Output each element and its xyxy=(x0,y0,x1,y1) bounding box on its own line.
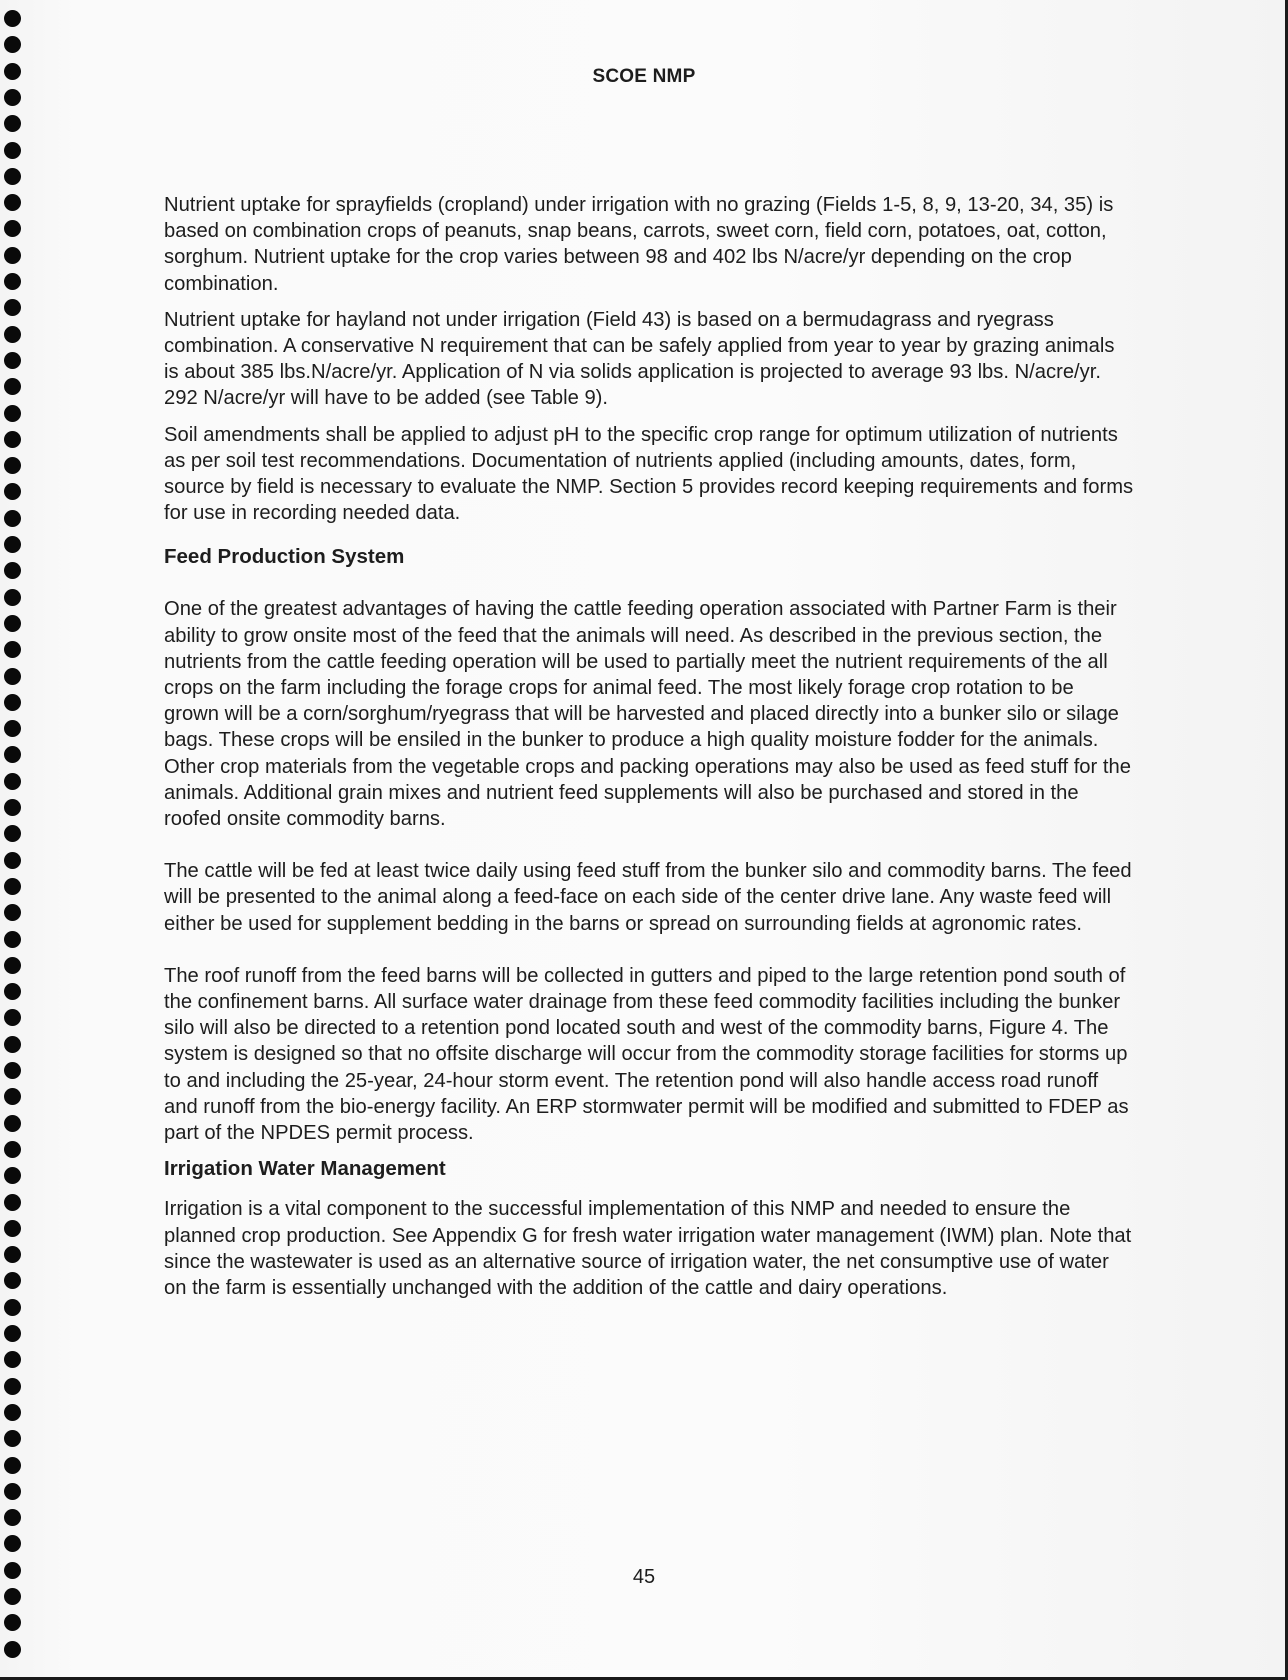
binding-hole xyxy=(4,510,21,527)
binding-hole xyxy=(4,799,21,816)
binding-hole xyxy=(4,1299,21,1316)
binding-hole xyxy=(4,299,21,316)
binding-hole xyxy=(4,378,21,395)
binding-hole xyxy=(4,1325,21,1342)
binding-hole xyxy=(4,115,21,132)
binding-hole xyxy=(4,1246,21,1263)
binding-hole xyxy=(4,220,21,237)
binding-hole xyxy=(4,931,21,948)
binding-hole xyxy=(4,957,21,974)
paragraph-sprayfields: Nutrient uptake for sprayfields (cropland) under irrigation with no grazing (Fields 1-5, 8, 9, 13-20, 34, 35) is based on combination crops of peanuts, snap beans, carrots, sweet corn, field corn, potatoes, oat, cotton, sorghum. Nutrient uptake for the crop varies between 98 and 402 lbs N/acre/yr depending on the crop combination. xyxy=(164,194,1114,295)
paragraph-feed-advantages: One of the greatest advantages of having the cattle feeding operation associated with Partner Farm is their ability to grow onsite most of the feed that the animals will need. As described in the previous section, the nutrients from the cattle feeding operation will be used to partially meet the nutrient requirements of the all crops on the farm including the forage crops for animal feed. The most likely forage crop rotation to be grown will be a corn/sorghum/ryegrass that will be harvested and placed directly into a bunker silo or silage bags. These crops will be ensiled in the bunker to produce a high quality moisture fodder for the animals. Other crop materials from the vegetable crops and packing operations may also be used as feed stuff for the animals. Additional grain mixes and nutrient feed supplements will also be purchased and stored in the roofed onsite commodity barns. xyxy=(164,598,1131,831)
binding-hole xyxy=(4,1272,21,1289)
binding-hole xyxy=(4,536,21,553)
binding-hole xyxy=(4,1483,21,1500)
binding-hole xyxy=(4,1430,21,1447)
binding-hole xyxy=(4,694,21,711)
binding-hole xyxy=(4,562,21,579)
page-header: SCOE NMP xyxy=(592,66,696,87)
binding-hole xyxy=(4,1036,21,1053)
binding-hole xyxy=(4,1088,21,1105)
binding-hole xyxy=(4,1115,21,1132)
binding-hole xyxy=(4,10,21,27)
binding-hole xyxy=(4,1220,21,1237)
binding-hole xyxy=(4,852,21,869)
binding-hole xyxy=(4,36,21,53)
binding-hole xyxy=(4,615,21,632)
binding-hole xyxy=(4,457,21,474)
binding-hole xyxy=(4,1641,21,1658)
heading-feed-production: Feed Production System xyxy=(164,545,405,569)
binding-hole xyxy=(4,878,21,895)
paragraph-soil-amendments: Soil amendments shall be applied to adjust pH to the specific crop range for optimum utilization of nutrients as per soil test recommendations. Documentation of nutrients applied (including amounts, dates, form, source by field is necessary to evaluate the NMP. Section 5 provides record keeping requirements and forms for use in recording needed data. xyxy=(164,423,1134,525)
paragraph-irrigation: Irrigation is a vital component to the successful implementation of this NMP and needed to ensure the planned crop production. See Appendix G for fresh water irrigation water management (IWM) plan. Note that since the wastewater is used as an alternative source of irrigation water, the net consumptive use of water on the farm is essentially unchanged with the addition of the cattle and dairy operations. xyxy=(164,1198,1132,1299)
binding-hole xyxy=(4,904,21,921)
binding-hole xyxy=(4,720,21,737)
binding-hole xyxy=(4,1194,21,1211)
heading-irrigation: Irrigation Water Management xyxy=(164,1157,446,1181)
binding-hole xyxy=(4,247,21,264)
binding-hole xyxy=(4,1509,21,1526)
binding-hole xyxy=(4,405,21,422)
binding-hole xyxy=(4,168,21,185)
paragraph-cattle-feeding: The cattle will be fed at least twice daily using feed stuff from the bunker silo and commodity barns. The feed will be presented to the animal along a feed-face on each side of the center drive lane. Any waste feed will either be used for supplement bedding in the barns or spread on surrounding fields at agronomic rates. xyxy=(164,860,1132,935)
spiral-binding xyxy=(0,0,50,1680)
binding-hole xyxy=(4,1141,21,1158)
binding-hole xyxy=(4,825,21,842)
binding-hole xyxy=(4,983,21,1000)
paragraph-hayland: Nutrient uptake for hayland not under irrigation (Field 43) is based on a bermudagrass and ryegrass combination. A conservative N requirement that can be safely applied from year to year by grazing animals is about 385 lbs.N/acre/yr. Application of N via solids application is projected to average 93 lbs. N/acre/yr. 292 N/acre/yr will have to be added (see Table 9). xyxy=(164,308,1115,410)
page-body xyxy=(164,192,1134,1311)
binding-hole xyxy=(4,668,21,685)
binding-hole xyxy=(4,1457,21,1474)
binding-hole xyxy=(4,142,21,159)
binding-hole xyxy=(4,589,21,606)
binding-hole xyxy=(4,89,21,106)
binding-hole xyxy=(4,1614,21,1631)
binding-hole xyxy=(4,773,21,790)
binding-hole xyxy=(4,1588,21,1605)
binding-hole xyxy=(4,1378,21,1395)
binding-hole xyxy=(4,641,21,658)
binding-hole xyxy=(4,1062,21,1079)
binding-hole xyxy=(4,1009,21,1026)
binding-hole xyxy=(4,431,21,448)
binding-hole xyxy=(4,1404,21,1421)
binding-hole xyxy=(4,1167,21,1184)
binding-hole xyxy=(4,1351,21,1368)
binding-hole xyxy=(4,273,21,290)
page-number: 45 xyxy=(632,1566,656,1588)
binding-hole xyxy=(4,326,21,343)
binding-hole xyxy=(4,194,21,211)
binding-hole xyxy=(4,1535,21,1552)
binding-hole xyxy=(4,746,21,763)
binding-hole xyxy=(4,352,21,369)
binding-hole xyxy=(4,483,21,500)
paragraph-roof-runoff: The roof runoff from the feed barns will be collected in gutters and piped to the large retention pond south of the confinement barns. All surface water drainage from these feed commodity facilities including the bunker silo will also be directed to a retention pond located south and west of the commodity barns, Figure 4. The system is designed so that no offsite discharge will occur from the commodity storage facilities for storms up to and including the 25-year, 24-hour storm event. The retention pond will also handle access road runoff and runoff from the bio-energy facility. An ERP stormwater permit will be modified and submitted to FDEP as part of the NPDES permit process. xyxy=(164,964,1129,1145)
